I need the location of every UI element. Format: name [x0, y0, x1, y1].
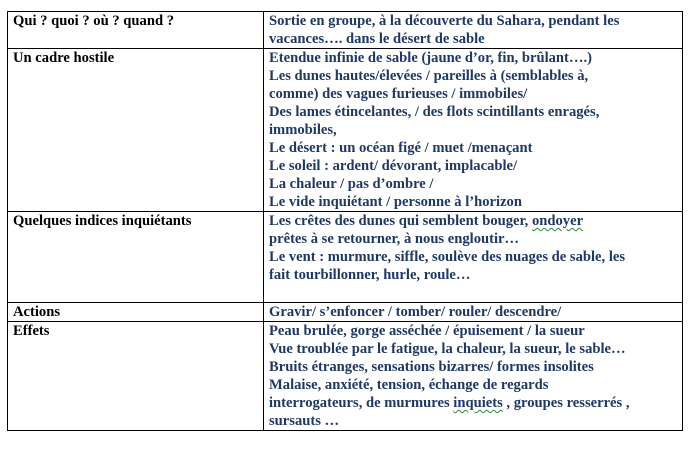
content-table [7, 11, 683, 431]
content-line: Sortie en groupe, à la découverte du Sahara, pendant les [269, 13, 620, 29]
content-line: Le soleil : ardent/ dévorant, implacable/ [269, 158, 518, 174]
row-label: Actions [8, 303, 264, 322]
content-line: Gravir/ s’enfoncer / tomber/ rouler/ descendre/ [269, 304, 562, 320]
content-line: Les dunes hautes/élevées / pareilles à (semblables à, [269, 68, 589, 84]
content-line: Des lames étincelantes, / des flots scintillants enragés, [269, 104, 600, 120]
row-label: Quelques indices inquiétants [8, 212, 264, 303]
line-text: , groupes resserrés , [502, 395, 630, 411]
line-text: Les crêtes des dunes qui semblent bouger, [269, 213, 532, 229]
table-row [8, 212, 683, 303]
content-line [269, 212, 678, 230]
table-row [8, 12, 683, 49]
row-content [264, 322, 683, 431]
row-content [264, 212, 683, 303]
table-row [8, 49, 683, 212]
content-line: Le vent : murmure, siffle, soulève des nuages de sable, les [269, 249, 626, 265]
line-text: interrogateurs, de murmures [269, 395, 454, 411]
content-line: Le vide inquiétant / personne à l’horizon [269, 194, 522, 210]
content-line [269, 394, 678, 412]
row-content [264, 12, 683, 49]
content-line: fait tourbillonner, hurle, roule… [269, 267, 471, 283]
row-label: Effets [8, 322, 264, 431]
content-line: Peau brulée, gorge asséchée / épuisement / la sueur [269, 323, 585, 339]
spellcheck-marked-word: inquiets [453, 395, 503, 411]
content-line: Vue troublée par le fatigue, la chaleur, la sueur, le sable… [269, 341, 626, 357]
row-label: Qui ? quoi ? où ? quand ? [8, 12, 264, 49]
content-line: comme) des vagues furieuses / immobiles/ [269, 86, 528, 102]
spellcheck-marked-word: ondoyer [531, 213, 584, 229]
content-line: Le désert : un océan figé / muet /menaçant [269, 140, 533, 156]
row-label: Un cadre hostile [8, 49, 264, 212]
content-line: prêtes à se retourner, à nous engloutir… [269, 231, 520, 247]
content-line: Bruits étranges, sensations bizarres/ formes insolites [269, 359, 594, 375]
content-line: Etendue infinie de sable (jaune d’or, fin, brûlant….) [269, 50, 592, 66]
content-line: La chaleur / pas d’ombre / [269, 176, 434, 192]
content-line [269, 284, 678, 302]
table-row [8, 303, 683, 322]
content-line: sursauts … [269, 413, 340, 429]
table-row [8, 322, 683, 431]
content-line: immobiles, [269, 122, 337, 138]
row-content [264, 303, 683, 322]
content-line: vacances…. dans le désert de sable [269, 31, 485, 47]
row-content [264, 49, 683, 212]
table-body [8, 12, 683, 431]
content-line: Malaise, anxiété, tension, échange de regards [269, 377, 549, 393]
